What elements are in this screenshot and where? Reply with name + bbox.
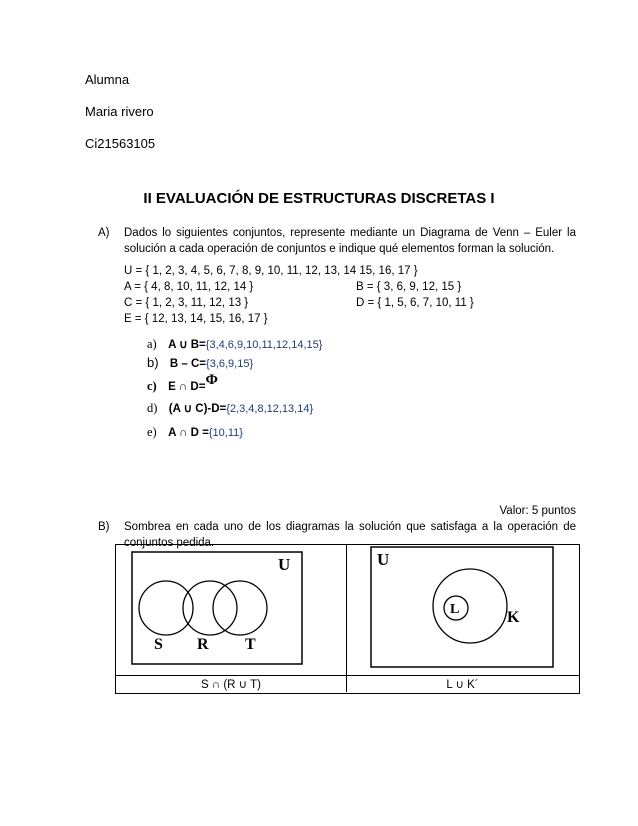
item-d <box>147 401 313 416</box>
student-label: Alumna <box>85 72 130 87</box>
section-b-marker: B) <box>98 521 110 533</box>
venn-diagram-lk <box>367 543 557 671</box>
set-d: D = { 1, 5, 6, 7, 10, 11 } <box>356 297 474 309</box>
universe-label: U <box>377 550 390 569</box>
item-letter: e) <box>147 425 157 439</box>
student-name: Maria rivero <box>85 104 154 119</box>
item-operation: E ∩ D= <box>168 381 206 393</box>
venn-diagram-srt <box>128 548 306 668</box>
section-b-line1: Sombrea en cada uno de los diagramas la solución que satisfaga a la operación de <box>124 521 576 533</box>
caption-diagram-1: S ∩ (R ∪ T) <box>201 679 261 691</box>
table-divider-horizontal <box>115 675 579 676</box>
item-b <box>147 355 253 370</box>
item-answer: {2,3,4,8,12,13,14} <box>226 403 314 415</box>
item-letter: c) <box>147 379 157 393</box>
page-title: II EVALUACIÓN DE ESTRUCTURAS DISCRETAS I <box>143 190 495 207</box>
set-a: A = { 4, 8, 10, 11, 12, 14 } <box>124 281 254 293</box>
valor-label: Valor: 5 puntos <box>499 505 576 517</box>
label-t: T <box>245 636 256 653</box>
item-operation: (A ∪ C)-D= <box>168 403 227 415</box>
item-answer-empty-set: Φ <box>205 372 218 388</box>
item-answer: {3,6,9,15} <box>206 358 254 370</box>
label-r: R <box>197 636 209 653</box>
set-u: U = { 1, 2, 3, 4, 5, 6, 7, 8, 9, 10, 11, 12, 13, 14 15, 16, 17 } <box>124 265 418 277</box>
student-id: Ci21563105 <box>85 136 156 151</box>
set-c: C = { 1, 2, 3, 11, 12, 13 } <box>124 297 249 309</box>
section-a-marker: A) <box>98 227 110 239</box>
circle-s <box>139 581 193 635</box>
label-s: S <box>154 636 163 653</box>
set-b: B = { 3, 6, 9, 12, 15 } <box>356 281 462 293</box>
item-operation: A ∪ B= <box>168 339 206 351</box>
label-k: K <box>507 609 520 626</box>
section-a-line2: solución a cada operación de conjuntos e indique qué elementos forman la solución. <box>124 243 555 255</box>
item-letter: a) <box>147 337 157 351</box>
set-e: E = { 12, 13, 14, 15, 16, 17 } <box>124 313 268 325</box>
item-a <box>147 337 322 352</box>
item-operation: A ∩ D = <box>168 427 209 439</box>
item-letter: d) <box>147 401 158 415</box>
item-answer: {10,11} <box>208 427 243 439</box>
item-answer: {3,4,6,9,10,11,12,14,15} <box>205 339 323 351</box>
item-e <box>147 425 243 440</box>
circle-t <box>213 581 267 635</box>
section-b-line2: conjuntos pedida. <box>124 537 215 549</box>
universe-rect <box>371 547 553 667</box>
table-divider-vertical <box>346 544 347 692</box>
item-operation: B – C= <box>169 358 207 370</box>
label-l: L <box>450 602 460 617</box>
item-letter: b) <box>147 355 159 370</box>
circle-r <box>183 581 237 635</box>
item-c <box>147 372 218 395</box>
caption-diagram-2: L ∪ K´ <box>446 679 479 691</box>
universe-label: U <box>278 555 291 574</box>
section-a-line1: Dados lo siguientes conjuntos, represente mediante un Diagrama de Venn – Euler la <box>124 227 576 239</box>
